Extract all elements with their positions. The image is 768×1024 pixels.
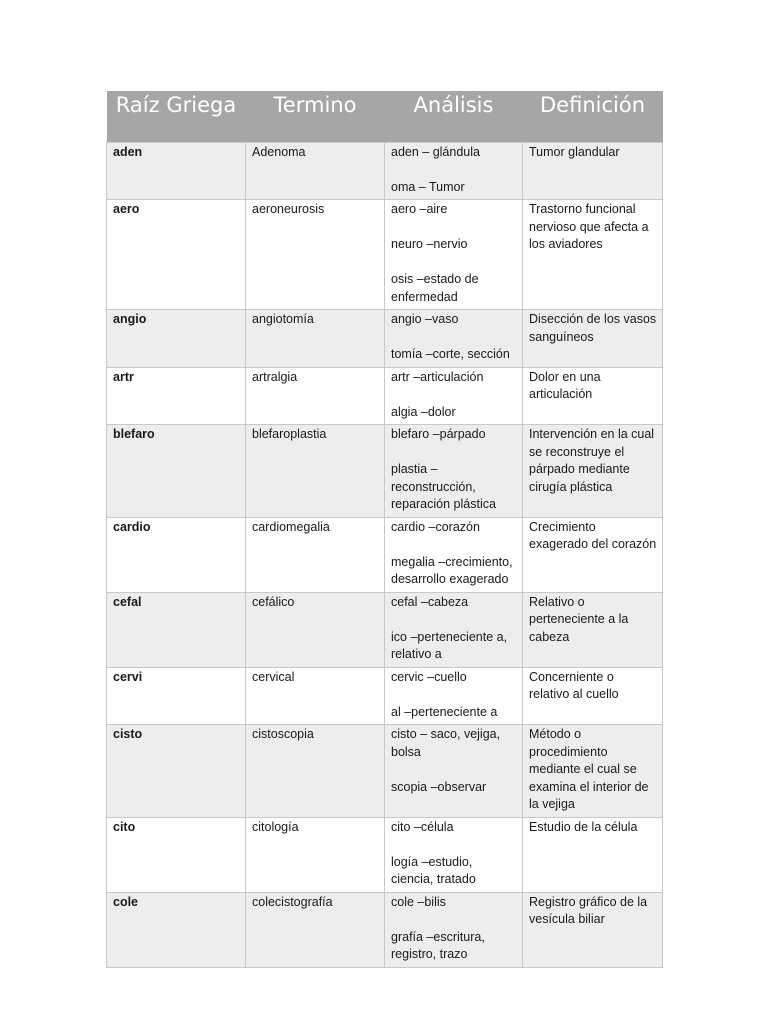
cell-definition: Método o procedimiento mediante el cual se examina el interior de la vejiga: [523, 725, 663, 818]
cell-greek-root: cito: [107, 817, 246, 892]
cell-term: cistoscopia: [246, 725, 385, 818]
cell-analysis: [385, 367, 523, 425]
cell-greek-root: cisto: [107, 725, 246, 818]
analysis-part: grafía –escritura, registro, trazo: [391, 929, 485, 961]
analysis-part: scopia –observar: [391, 779, 487, 794]
cell-greek-root: aero: [107, 200, 246, 310]
table-row: [107, 667, 663, 725]
table-row: [107, 892, 663, 967]
cell-term: cardiomegalia: [246, 517, 385, 592]
cell-analysis: [385, 592, 523, 667]
analysis-part: aero –aire: [391, 202, 448, 216]
cell-analysis: [385, 142, 523, 200]
table-row: [107, 817, 663, 892]
table-body: [107, 142, 663, 967]
analysis-part: aden – glándula: [391, 144, 480, 159]
analysis-part: cisto – saco, vejiga, bolsa: [391, 727, 501, 759]
analysis-part: megalia –crecimiento, desarrollo exagerado: [391, 554, 513, 586]
cell-term: cefálico: [246, 592, 385, 667]
cell-definition: Dolor en una articulación: [523, 367, 663, 425]
table-row: [107, 725, 663, 818]
cell-definition: Estudio de la célula: [523, 817, 663, 892]
table-row: [107, 200, 663, 310]
cell-analysis: [385, 425, 523, 518]
cell-analysis: [385, 310, 523, 368]
cell-definition: Crecimiento exagerado del corazón: [523, 517, 663, 592]
table-row: [107, 517, 663, 592]
cell-term: aeroneurosis: [246, 200, 385, 310]
analysis-part: logía –estudio, ciencia, tratado: [391, 854, 476, 886]
cell-definition: Registro gráfico de la vesícula biliar: [523, 892, 663, 967]
header-term: Termino: [246, 91, 385, 142]
analysis-part: cito –célula: [391, 819, 454, 834]
header-definition: Definición: [523, 91, 663, 142]
table-row: [107, 425, 663, 518]
cell-term: cervical: [246, 667, 385, 725]
cell-term: Adenoma: [246, 142, 385, 200]
table-row: [107, 592, 663, 667]
header-analysis: Análisis: [385, 91, 523, 142]
cell-greek-root: cole: [107, 892, 246, 967]
greek-roots-table: [106, 91, 663, 968]
cell-greek-root: angio: [107, 310, 246, 368]
analysis-part: plastia –reconstrucción, reparación plástica: [391, 462, 496, 511]
cell-term: angiotomía: [246, 310, 385, 368]
cell-analysis: [385, 200, 523, 310]
analysis-part: tomía –corte, sección: [391, 347, 510, 361]
analysis-part: angio –vaso: [391, 312, 459, 326]
analysis-part: cefal –cabeza: [391, 594, 469, 609]
analysis-part: ico –perteneciente a, relativo a: [391, 629, 508, 661]
table-row: [107, 310, 663, 368]
cell-definition: Concerniente o relativo al cuello: [523, 667, 663, 725]
cell-analysis: [385, 725, 523, 818]
cell-definition: Tumor glandular: [523, 142, 663, 200]
analysis-part: cervic –cuello: [391, 669, 467, 684]
analysis-part: cardio –corazón: [391, 519, 480, 534]
cell-analysis: [385, 817, 523, 892]
analysis-part: al –perteneciente a: [391, 704, 498, 719]
cell-definition: Relativo o perteneciente a la cabeza: [523, 592, 663, 667]
analysis-part: blefaro –párpado: [391, 427, 486, 441]
cell-greek-root: cervi: [107, 667, 246, 725]
cell-greek-root: artr: [107, 367, 246, 425]
cell-greek-root: cefal: [107, 592, 246, 667]
analysis-part: algia –dolor: [391, 404, 456, 419]
table-header: [107, 91, 663, 142]
table-row: [107, 142, 663, 200]
table-row: [107, 367, 663, 425]
cell-analysis: [385, 517, 523, 592]
cell-analysis: [385, 667, 523, 725]
analysis-part: artr –articulación: [391, 369, 484, 384]
header-row: [107, 91, 663, 142]
cell-term: colecistografía: [246, 892, 385, 967]
cell-greek-root: cardio: [107, 517, 246, 592]
analysis-part: cole –bilis: [391, 894, 446, 909]
header-greek-root: Raíz Griega: [107, 91, 246, 142]
cell-analysis: [385, 892, 523, 967]
cell-greek-root: blefaro: [107, 425, 246, 518]
cell-term: citología: [246, 817, 385, 892]
cell-definition: Disección de los vasos sanguíneos: [523, 310, 663, 368]
cell-definition: Intervención en la cual se reconstruye el párpado mediante cirugía plástica: [523, 425, 663, 518]
cell-greek-root: aden: [107, 142, 246, 200]
cell-term: artralgia: [246, 367, 385, 425]
cell-definition: Trastorno funcional nervioso que afecta a los aviadores: [523, 200, 663, 310]
analysis-part: oma – Tumor: [391, 179, 465, 194]
analysis-part: osis –estado de enfermedad: [391, 272, 479, 304]
analysis-part: neuro –nervio: [391, 237, 468, 251]
cell-term: blefaroplastia: [246, 425, 385, 518]
